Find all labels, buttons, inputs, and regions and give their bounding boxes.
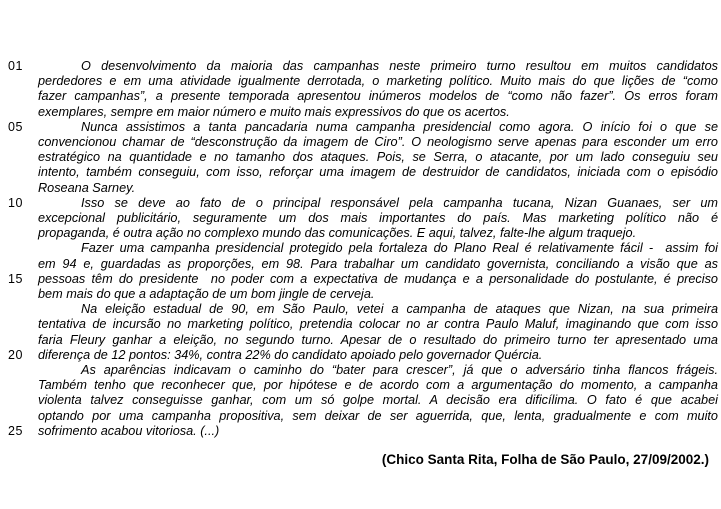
text-line: convencionou chamar de “desconstrução da imagem de Ciro”. O neologismo serve apenas para esconder um erro — [38, 135, 718, 150]
text-line: optando por uma campanha propositiva, sem deixar de ser aguerrida, que, lenta, gradualmente e com muito — [38, 408, 718, 423]
text-line: Isso se deve ao fato de o principal responsável pela campanha tucana, Nizan Guanaes, ser um — [81, 195, 718, 210]
text-line-row — [0, 59, 721, 74]
text-line: propaganda, é outra ação no complexo mundo das comunicações. E aqui, talvez, falte-lhe algum traquejo. — [38, 226, 637, 241]
passage-text-block — [0, 59, 721, 439]
text-line-row — [0, 241, 721, 256]
text-line: exemplares, sempre em maior número e muito mais expressivos do que os acertos. — [38, 104, 510, 119]
text-line-row — [0, 272, 721, 287]
text-line-row — [0, 348, 721, 363]
text-line-row — [0, 424, 721, 439]
text-line: diferença de 12 pontos: 34%, contra 22% do candidato apoiado pelo governador Quércia. — [38, 347, 543, 362]
text-line: excepcional publicitário, seguramente um dos mais importantes do país. Mas marketing político não é — [38, 211, 718, 226]
citation: (Chico Santa Rita, Folha de São Paulo, 27/09/2002.) — [381, 452, 709, 467]
line-number: 15 — [8, 271, 23, 286]
text-line-row — [0, 165, 721, 180]
text-line: Nunca assistimos a tanta pancadaria numa campanha presidencial como agora. O início foi o que se — [81, 119, 718, 134]
text-line-row — [0, 378, 721, 393]
text-line-row — [0, 74, 721, 89]
text-line-row — [0, 196, 721, 211]
line-number: 10 — [8, 195, 23, 210]
text-line: estratégico na quantidade e no tamanho dos ataques. Pois, se Serra, o atacante, por um lado conseguiu seu — [38, 150, 718, 165]
line-number: 01 — [8, 59, 23, 73]
text-line-row — [0, 211, 721, 226]
text-line: violenta talvez conseguisse ganhar, com um só golpe mortal. A decisão era dificílima. O fato é que acabei — [38, 393, 718, 408]
text-line-row — [0, 409, 721, 424]
text-line-row — [0, 317, 721, 332]
text-line-row — [0, 363, 721, 378]
text-line: Na eleição estadual de 90, em São Paulo, vetei a campanha de ataques que Nizan, na sua primeira — [81, 302, 718, 317]
text-line-row — [0, 333, 721, 348]
text-line: Também tenho que reconhecer que, por hipótese e de acordo com a argumentação do momento, a campanha — [38, 378, 718, 393]
text-line-row — [0, 181, 721, 196]
line-number: 25 — [8, 423, 23, 438]
text-line: perdedores e em uma atividade igualmente derrotada, o marketing político. Muito mais do que lições de “como — [38, 74, 718, 89]
text-line-row — [0, 287, 721, 302]
text-line-row — [0, 150, 721, 165]
text-line: Fazer uma campanha presidencial protegido pela fortaleza do Plano Real é relativamente fácil - assim foi — [81, 241, 718, 256]
line-number: 20 — [8, 347, 23, 362]
text-line: faria Fleury ganhar a eleição, no segundo turno. Apesar de o resultado do primeiro turno ter apresentado uma — [38, 332, 718, 347]
text-line: bem mais do que a adaptação de um bom jingle de cerveja. — [38, 287, 375, 302]
text-line-row — [0, 135, 721, 150]
text-line-row — [0, 89, 721, 104]
text-line-row — [0, 257, 721, 272]
text-line: As aparências indicavam o caminho do “bater para crescer”, já que o adversário tinha flancos frágeis. — [81, 363, 718, 378]
text-line-row — [0, 302, 721, 317]
text-line-row — [0, 120, 721, 135]
line-number: 05 — [8, 119, 23, 134]
text-line: tentativa de incursão no marketing político, pretendia colocar no ar contra Paulo Maluf, imaginando que com isso — [38, 317, 718, 332]
text-line: Roseana Sarney. — [38, 180, 136, 195]
text-line-row — [0, 226, 721, 241]
text-line: O desenvolvimento da maioria das campanhas neste primeiro turno resultou em muitos candidatos — [81, 59, 718, 73]
text-line: intento, também conseguiu, com isso, reforçar uma imagem de destruidor de candidatos, iniciada com o episódio — [38, 165, 718, 180]
text-line: pessoas têm do presidente no poder com a expectativa de mudança e a personalidade do postulante, é preciso — [38, 271, 718, 286]
text-line-row — [0, 105, 721, 120]
text-line: sofrimento acabou vitoriosa. (...) — [38, 423, 220, 438]
text-line: em 94 e, guardadas as proporções, em 98. Para trabalhar um candidato governista, conciliando a visão que as — [38, 256, 718, 271]
text-line: fazer campanhas”, a presente temporada apresentou inúmeros modelos de “como não fazer”. Os erros foram — [38, 89, 718, 104]
text-line-row — [0, 393, 721, 408]
